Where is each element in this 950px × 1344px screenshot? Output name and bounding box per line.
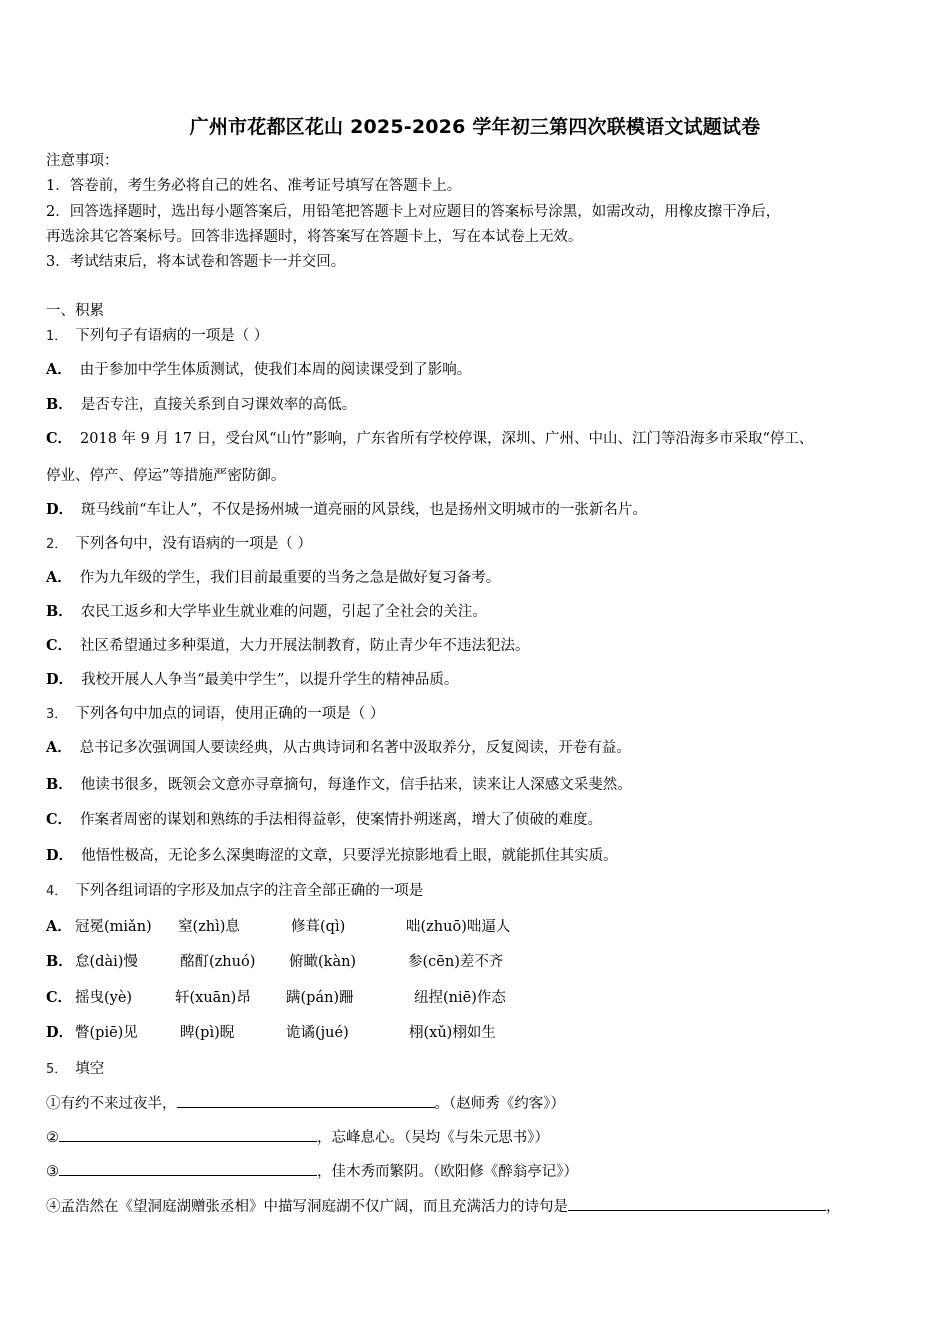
option-label: A．	[46, 361, 72, 378]
question-number: 1．	[46, 329, 68, 344]
option-text: 由于参加中学生体质测试，使我们本周的阅读课受到了影响。	[79, 362, 472, 378]
question-number: 2．	[46, 537, 68, 552]
answer-blank[interactable]	[59, 1161, 317, 1176]
word-item: 蹒(pán)跚	[286, 990, 354, 1006]
question-1-option-c	[46, 429, 813, 449]
option-label: D．	[46, 671, 74, 688]
fill-prefix: ④孟浩然在《望洞庭湖赠张丞相》中描写洞庭湖不仅广阔，而且充满活力的诗句是	[46, 1199, 568, 1215]
option-text: 是否专注，直接关系到自习课效率的高低。	[80, 397, 357, 413]
question-1-option-a	[46, 360, 471, 380]
option-label: D．	[46, 501, 74, 518]
word-item: 咄(zhuō)咄逼人	[406, 919, 511, 935]
option-text: 2018 年 9 月 17 日，受台风“山竹”影响，广东省所有学校停课，深圳、广州、中山、江门等沿海多市采取“停工、	[80, 431, 814, 447]
word-item: 窒(zhì)息	[178, 919, 240, 935]
word-item: 栩(xǔ)栩如生	[409, 1025, 496, 1041]
fill-suffix: ，忘峰息心。（吴均《与朱元思书》）	[317, 1130, 549, 1146]
question-4-option-b	[46, 952, 504, 972]
fill-suffix: ，	[826, 1199, 841, 1215]
option-text: 斑马线前“车让人”，不仅是扬州城一道亮丽的风景线，也是扬州文明城市的一张新名片。	[81, 502, 647, 518]
option-text: 作为九年级的学生，我们目前最重要的当务之急是做好复习备考。	[79, 570, 501, 586]
option-label: C．	[46, 989, 73, 1006]
question-3-option-c	[46, 810, 602, 830]
section-heading: 一、积累	[46, 303, 104, 319]
question-text: 下列句子有语病的一项是（ ）	[75, 328, 269, 344]
question-3-option-a	[46, 738, 631, 758]
question-3-option-b	[46, 775, 632, 795]
question-text: 下列各组词语的字形及加点字的注音全部正确的一项是	[75, 883, 424, 899]
question-2-option-a	[46, 568, 500, 588]
notice-item: 2．回答选择题时，选出每小题答案后，用铅笔把答题卡上对应题目的答案标号涂黑，如需改动，用橡皮擦干净后，	[46, 204, 781, 220]
word-item: 纽捏(niē)作态	[414, 990, 506, 1006]
option-label: D．	[46, 847, 74, 864]
option-label: B．	[46, 953, 73, 970]
question-4-option-d	[46, 1023, 496, 1043]
option-text: 总书记多次强调国人要读经典，从古典诗词和名著中汲取养分，反复阅读，开卷有益。	[79, 740, 631, 756]
fill-item-3	[46, 1161, 578, 1182]
option-label: B．	[46, 603, 73, 620]
fill-item-1	[46, 1093, 565, 1114]
option-text: 他读书很多，既领会文意亦寻章摘句，每逢作文，信手拈来，读来让人深感文采斐然。	[80, 777, 632, 793]
option-label: D．	[46, 1024, 74, 1041]
fill-item-4	[46, 1196, 841, 1217]
question-1-stem	[46, 326, 268, 347]
exam-title: 广州市花都区花山 2025-2026 学年初三第四次联模语文试题试卷	[189, 116, 761, 138]
fill-prefix: ②	[46, 1130, 59, 1146]
fill-suffix: 。（赵师秀《约客》）	[434, 1096, 565, 1112]
fill-item-2	[46, 1127, 549, 1148]
question-5-stem	[46, 1059, 104, 1080]
word-item: 睥(pì)睨	[180, 1025, 235, 1041]
option-text: 社区希望通过多种渠道，大力开展法制教育，防止青少年不违法犯法。	[80, 638, 530, 654]
fill-prefix: ③	[46, 1164, 59, 1180]
word-item: 摇曳(yè)	[75, 990, 133, 1006]
question-text: 下列各句中，没有语病的一项是（ ）	[75, 536, 312, 552]
fill-prefix: ①有约不来过夜半，	[46, 1096, 177, 1112]
word-item: 俯瞰(kàn)	[289, 954, 357, 970]
question-3-option-d	[46, 846, 618, 866]
question-1-option-b	[46, 395, 356, 415]
word-item: 冠冕(miǎn)	[75, 919, 152, 935]
question-3-stem	[46, 704, 384, 725]
option-label: C．	[46, 811, 73, 828]
word-item: 怠(dài)慢	[75, 954, 138, 970]
option-label: A．	[46, 569, 72, 586]
answer-blank[interactable]	[177, 1093, 435, 1108]
answer-blank[interactable]	[568, 1196, 826, 1211]
question-number: 5．	[46, 1062, 68, 1077]
word-item: 瞥(piē)见	[75, 1025, 138, 1041]
option-text: 作案者周密的谋划和熟练的手法相得益彰，使案情扑朔迷离，增大了侦破的难度。	[80, 812, 603, 828]
question-2-stem	[46, 534, 312, 555]
word-item: 修葺(qì)	[291, 919, 346, 935]
option-text: 他悟性极高，无论多么深奥晦涩的文章，只要浮光掠影地看上眼，就能抓住其实质。	[81, 848, 618, 864]
option-text: 农民工返乡和大学毕业生就业难的问题，引起了全社会的关注。	[80, 604, 487, 620]
question-4-option-a	[46, 917, 511, 937]
fill-suffix: ，佳木秀而繁阴。（欧阳修《醉翁亭记》）	[317, 1164, 578, 1180]
option-label: A．	[46, 739, 72, 756]
word-item: 轩(xuān)昂	[175, 990, 251, 1006]
notice-item: 1．答卷前，考生务必将自己的姓名、准考证号填写在答题卡上。	[46, 178, 462, 194]
word-item: 诡谲(jué)	[286, 1025, 349, 1041]
option-text: 我校开展人人争当“最美中学生”，以提升学生的精神品质。	[81, 672, 459, 688]
question-1-option-c-continued: 停业、停产、停运”等措施严密防御。	[46, 468, 286, 484]
option-label: C．	[46, 430, 73, 447]
word-item: 参(cēn)差不齐	[408, 954, 504, 970]
question-2-option-d	[46, 670, 458, 690]
option-label: C．	[46, 637, 73, 654]
question-2-option-c	[46, 636, 530, 656]
question-4-stem	[46, 881, 423, 902]
question-number: 4．	[46, 884, 68, 899]
question-1-option-d	[46, 500, 647, 520]
question-4-option-c	[46, 988, 506, 1008]
option-label: B．	[46, 776, 73, 793]
question-text: 填空	[75, 1061, 105, 1077]
question-text: 下列各句中加点的词语，使用正确的一项是（ ）	[75, 706, 385, 722]
option-label: B．	[46, 396, 73, 413]
notice-heading: 注意事项：	[46, 153, 119, 169]
question-number: 3．	[46, 707, 68, 722]
option-label: A．	[46, 918, 72, 935]
word-item: 酩酊(zhuó)	[180, 954, 256, 970]
question-2-option-b	[46, 602, 487, 622]
answer-blank[interactable]	[59, 1127, 317, 1142]
notice-item: 3．考试结束后，将本试卷和答题卡一并交回。	[46, 254, 346, 270]
notice-item: 再选涂其它答案标号。回答非选择题时，将答案写在答题卡上，写在本试卷上无效。	[46, 229, 583, 245]
